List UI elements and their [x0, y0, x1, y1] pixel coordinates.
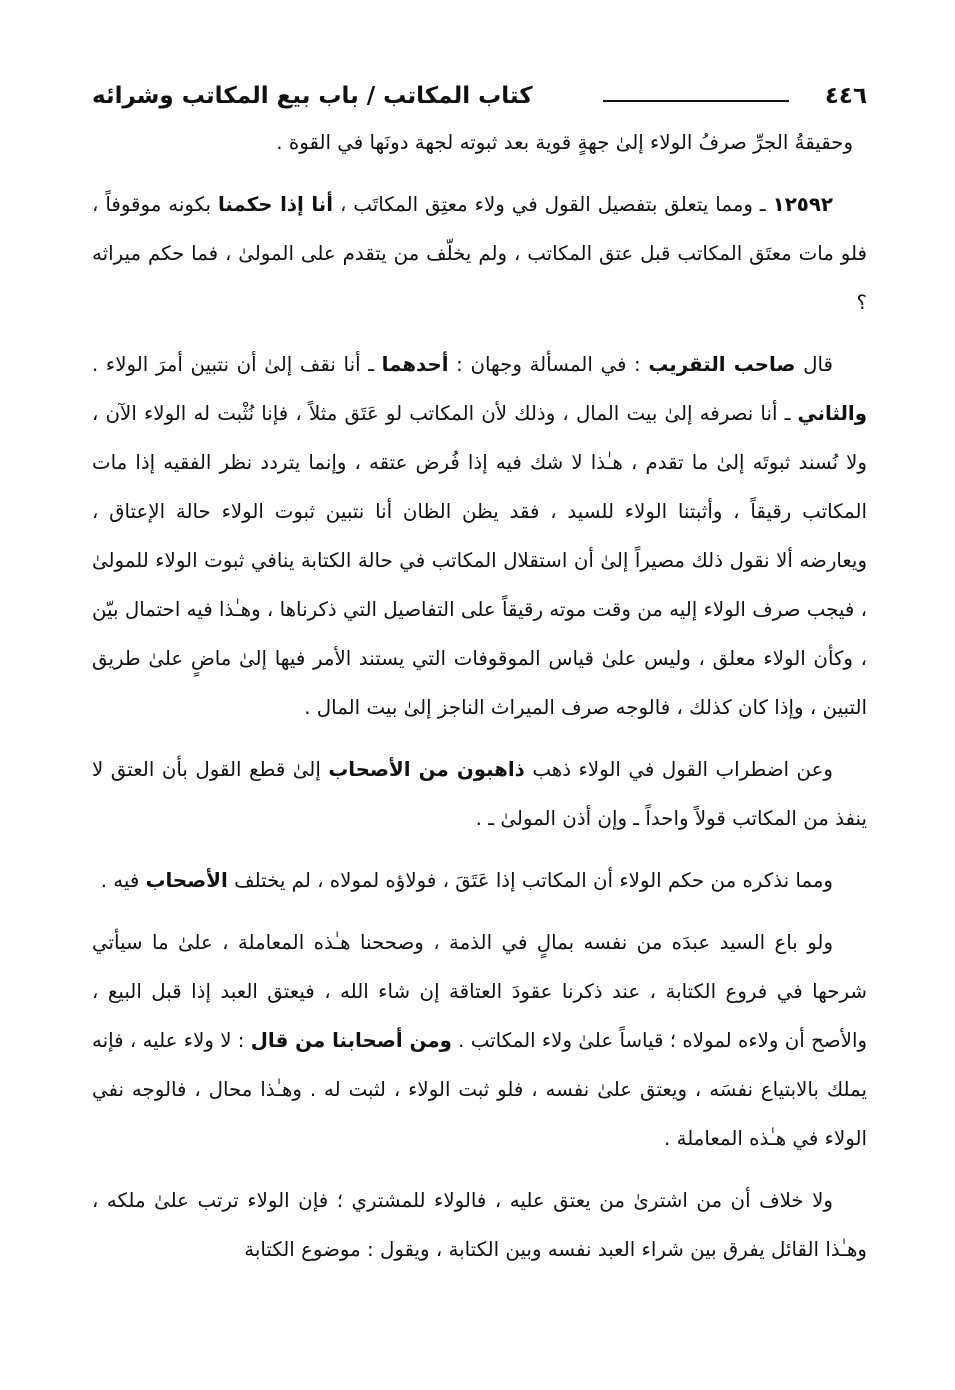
- paragraph-1: [92, 118, 867, 167]
- paragraph-text: : لا ولاء عليه ، فإنه يملك بالابتياع نفسَه ، ويعتق علىٰ نفسه ، فلو ثبت الولاء ، لثبت له . وهـٰذا محال ، فالوجه نفي الولاء في هـٰذه المعاملة .: [92, 1029, 867, 1150]
- paragraph-text: ولا خلاف أن من اشترىٰ من يعتق عليه ، فالولاء للمشتري ؛ فإن الولاء ترتب علىٰ ملكه ، وهـٰذا القائل يفرق بين شراء العبد نفسه وبين الكتابة ، ويقول : موضوع الكتابة: [92, 1189, 867, 1261]
- paragraph-7: [92, 1176, 867, 1274]
- paragraph-text: ولو باع السيد عبدَه من نفسه بمالٍ في الذمة ، وصححنا هـٰذه المعاملة ، علىٰ ما سيأتي شرحها في فروع الكتابة ، عند ذكرنا عقودَ العتاقة إن شاء الله ، فيعتق العبد إذا قبل البيع ، والأصح أن ولاءه لمولاه ؛ قياساً علىٰ ولاء المكاتب .: [92, 931, 867, 1052]
- bold-phrase: والثاني: [797, 402, 867, 425]
- header-rule: [603, 100, 789, 102]
- bold-phrase: الأصحاب: [145, 869, 228, 892]
- bold-phrase: أحدهما: [381, 353, 449, 376]
- paragraph-5: [92, 856, 867, 905]
- paragraph-text: : في المسألة وجهان :: [448, 353, 649, 376]
- paragraph-2: [92, 180, 867, 327]
- paragraph-text: قال: [795, 353, 833, 376]
- paragraph-text: بكونه موقوفاً ، فلو مات معتَق المكاتب قبل عتق المكاتب ، ولم يخلّف من يتقدم على المولىٰ ، فما حكم ميراثه ؟: [92, 193, 867, 314]
- bold-phrase: ومن أصحابنا من قال: [250, 1029, 452, 1052]
- bold-phrase: صاحب التقريب: [648, 353, 796, 376]
- paragraph-text: ـ أنا نصرفه إلىٰ بيت المال ، وذلك لأن المكاتب لو عَتَق مثلاً ، فإنا نُثْبت له الولاء الآن ، ولا نُسند ثبوتَه إلىٰ ما تقدم ، هـٰذا لا شك فيه إذا فُرض عتقه ، وإنما يتردد نظر الفقيه إذا مات المكاتب رقيقاً ، وأثبتنا الولاء للسيد ، فقد يظن الظان أنا نتبين ثبوت الولاء حالة الإعتاق ، ويعارضه ألا نقول ذلك مصيراً إلىٰ أن استقلال المكاتب في حالة الكتابة ينافي ثبوت الولاء للمولىٰ ، فيجب صرف الولاء إليه من وقت موته رقيقاً على التفاصيل التي ذكرناها ، وهـٰذا فيه احتمال بيّن ، وكأن الولاء معلق ، وليس علىٰ قياس الموقوفات التي يستند الأمر فيها إلىٰ ماضٍ علىٰ طريق التبين ، وإذا كان كذلك ، فالوجه صرف الميراث الناجز إلىٰ بيت المال .: [92, 402, 867, 719]
- paragraph-text: إلىٰ قطع القول بأن العتق لا ينفذ من المكاتب قولاً واحداً ـ وإن أذن المولىٰ ـ .: [92, 758, 867, 830]
- bold-phrase: أنا إذا حكمنا: [218, 193, 333, 216]
- page-header: [92, 78, 867, 114]
- paragraph-text: وحقيقةُ الجرِّ صرفُ الولاء إلىٰ جهةٍ قوية بعد ثبوته لجهة دونَها في القوة .: [276, 131, 853, 154]
- paragraph-text: ـ ومما يتعلق بتفصيل القول في ولاء معتِق المكاتَب ،: [333, 193, 773, 216]
- body-text: [92, 118, 867, 1274]
- paragraph-text: وعن اضطراب القول في الولاء ذهب: [524, 758, 833, 781]
- paragraph-4: [92, 745, 867, 843]
- paragraph-text: ـ أنا نقف إلىٰ أن نتبين أمرَ الولاء .: [92, 353, 382, 376]
- bold-phrase: ذاهبون من الأصحاب: [328, 758, 525, 781]
- paragraph-text: ومما نذكره من حكم الولاء أن المكاتب إذا عَتَقَ ، فولاؤه لمولاه ، لم يختلف: [227, 869, 833, 892]
- paragraph-3: [92, 340, 867, 732]
- paragraph-6: [92, 918, 867, 1163]
- running-title: كتاب المكاتب / باب بيع المكاتب وشرائه: [92, 83, 533, 109]
- paragraph-text: فيه .: [100, 869, 146, 892]
- page-number: ٤٤٦: [824, 83, 867, 109]
- paragraph-number: ١٢٥٩٢: [772, 193, 833, 216]
